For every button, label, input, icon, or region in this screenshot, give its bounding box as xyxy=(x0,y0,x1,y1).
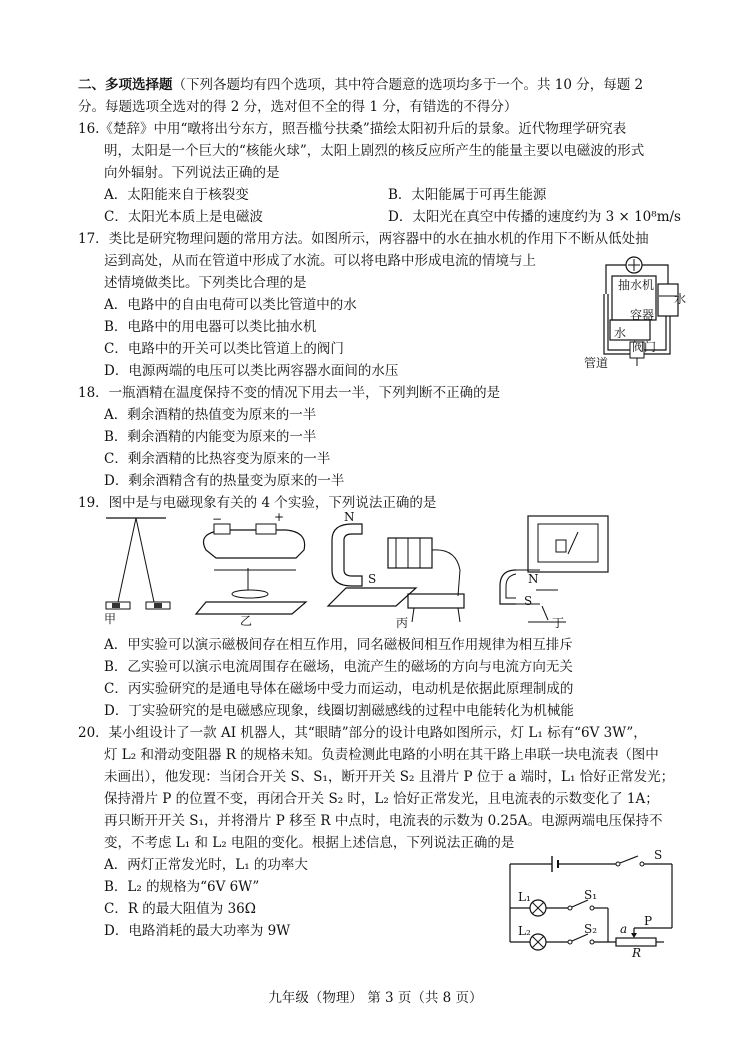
q16-option-a: A．太阳能来自于核裂变 xyxy=(104,187,249,203)
section-title: 二、多项选择题 xyxy=(78,77,173,93)
section-heading xyxy=(78,76,643,94)
circuit-label-s1: S₁ xyxy=(584,888,598,902)
q17-figure-pump-system xyxy=(582,254,692,374)
fig-ding-n-pole: N xyxy=(528,572,539,586)
fig-minus-sign: − xyxy=(212,512,223,526)
q18-option-d: D．剩余酒精含有的热量变为原来的一半 xyxy=(104,473,345,489)
pipe-label: 管道 xyxy=(584,356,609,370)
q19-option-c: C．丙实验研究的是通电导体在磁场中受力而运动，电动机是依据此原理制成的 xyxy=(104,681,574,697)
q18-option-a: A．剩余酒精的热值变为原来的一半 xyxy=(104,407,317,423)
q20-line-3: 未画出），他发现：当闭合开关 S、S₁，断开开关 S₂ 且滑片 P 位于 a 端时，L₁ 恰好正常发光； xyxy=(104,769,675,785)
fig-label-jia: 甲 xyxy=(104,612,117,626)
circuit-label-p: P xyxy=(644,914,653,928)
q17-option-a: A．电路中的自由电荷可以类比管道中的水 xyxy=(104,297,357,313)
q18-line-1: 18．一瓶酒精在温度保持不变的情况下用去一半，下列判断不正确的是 xyxy=(78,385,501,401)
water-label-right: 水 xyxy=(674,292,687,306)
q16-option-c: C．太阳光本质上是电磁波 xyxy=(104,209,263,225)
q20-option-c: C．R 的最大阻值为 36Ω xyxy=(104,901,256,917)
container-label: 容器 xyxy=(630,308,655,322)
q17-option-b: B．电路中的用电器可以类比抽水机 xyxy=(104,319,317,335)
q20-option-a: A．两灯正常发光时，L₁ 的功率大 xyxy=(104,857,308,873)
circuit-label-s2: S₂ xyxy=(584,922,598,936)
pump-label: 抽水机 xyxy=(618,278,655,292)
q17-option-c: C．电路中的开关可以类比管道上的阀门 xyxy=(104,341,344,357)
q20-line-4: 保持滑片 P 的位置不变，再闭合开关 S₂ 时，L₂ 恰好正常发光，且电流表的示数变化了 1A； xyxy=(104,791,659,807)
section-intro-2: 分。每题选项全选对的得 2 分，选对但不全的得 1 分，有错选的不得分） xyxy=(78,99,518,115)
experiment-diagrams xyxy=(96,510,636,630)
fig-label-bing: 丙 xyxy=(396,616,409,630)
q20-line-6: 变，不考虑 L₁ 和 L₂ 电阻的变化。根据上述信息，下列说法正确的是 xyxy=(104,835,515,851)
circuit-label-s: S xyxy=(654,848,663,862)
fig-ding-s-pole: S xyxy=(524,594,533,608)
q19-line-1: 19．图中是与电磁现象有关的 4 个实验，下列说法正确的是 xyxy=(78,495,437,511)
circuit-diagram xyxy=(504,852,684,962)
q20-line-2: 灯 L₂ 和滑动变阻器 R 的规格未知。负责检测此电路的小明在其干路上串联一块电流表（图中 xyxy=(104,747,659,763)
q19-option-a: A．甲实验可以演示磁极间存在相互作用，同名磁极间相互作用规律为相互排斥 xyxy=(104,637,573,653)
circuit-label-a: a xyxy=(620,922,628,936)
circuit-label-l2: L₂ xyxy=(518,924,531,938)
q17-option-d: D．电源两端的电压可以类比两容器水面间的水压 xyxy=(104,363,399,379)
q16-option-b: B．太阳能属于可再生能源 xyxy=(388,187,547,203)
q16-line-3: 向外辐射。下列说法正确的是 xyxy=(104,165,280,181)
q16-line-1: 16.《楚辞》中用“暾将出兮东方，照吾槛兮扶桑”描绘太阳初升后的景象。近代物理学研究表 xyxy=(78,121,627,137)
q17-line-3: 述情境做类比。下列类比合理的是 xyxy=(104,275,307,291)
fig-bing-n-pole: N xyxy=(344,510,355,524)
q20-circuit-figure xyxy=(504,848,684,962)
fig-plus-sign: + xyxy=(274,510,285,524)
valve-label: 阀门 xyxy=(632,340,657,354)
fig-bing-s-pole: S xyxy=(368,572,377,586)
q17-line-2: 运到高处，从而在管道中形成了水流。可以将电路中形成电流的情境与上 xyxy=(104,253,536,269)
q19-option-b: B．乙实验可以演示电流周围存在磁场，电流产生的磁场的方向与电流方向无关 xyxy=(104,659,573,675)
page-footer: 九年级（物理） 第 3 页（共 8 页） xyxy=(268,990,483,1006)
q20-option-d: D．电路消耗的最大功率为 9W xyxy=(104,923,291,939)
q19-figure-row xyxy=(96,510,636,630)
circuit-label-r: R xyxy=(632,946,642,960)
section-intro-1: （下列各题均有四个选项，其中符合题意的选项均多于一个。共 10 分，每题 2 xyxy=(172,77,644,93)
q16-line-2: 明，太阳是一个巨大的“核能火球”，太阳上剧烈的核反应所产生的能量主要以电磁波的形式 xyxy=(104,143,645,159)
q20-line-1: 20．某小组设计了一款 AI 机器人，其“眼睛”部分的设计电路如图所示，灯 L₁ 标有“6V 3W”， xyxy=(78,725,647,741)
circuit-label-l1: L₁ xyxy=(518,890,531,904)
q20-option-b: B．L₂ 的规格为“6V 6W” xyxy=(104,879,260,895)
water-label-left: 水 xyxy=(614,326,627,340)
q16-option-d: D．太阳光在真空中传播的速度约为 3 × 10⁸m/s xyxy=(388,209,681,225)
fig-label-ding: 丁 xyxy=(552,616,565,630)
fig-label-yi: 乙 xyxy=(240,614,253,628)
q20-line-5: 再只断开开关 S₁，并将滑片 P 移至 R 中点时，电流表的示数为 0.25A。电源两端电压保持不 xyxy=(104,813,663,829)
q18-option-b: B．剩余酒精的内能变为原来的一半 xyxy=(104,429,317,445)
q17-line-1: 17．类比是研究物理问题的常用方法。如图所示，两容器中的水在抽水机的作用下不断从低处抽 xyxy=(78,231,649,247)
q18-option-c: C．剩余酒精的比热容变为原来的一半 xyxy=(104,451,331,467)
q19-option-d: D．丁实验研究的是电磁感应现象，线圈切割磁感线的过程中电能转化为机械能 xyxy=(104,703,574,719)
